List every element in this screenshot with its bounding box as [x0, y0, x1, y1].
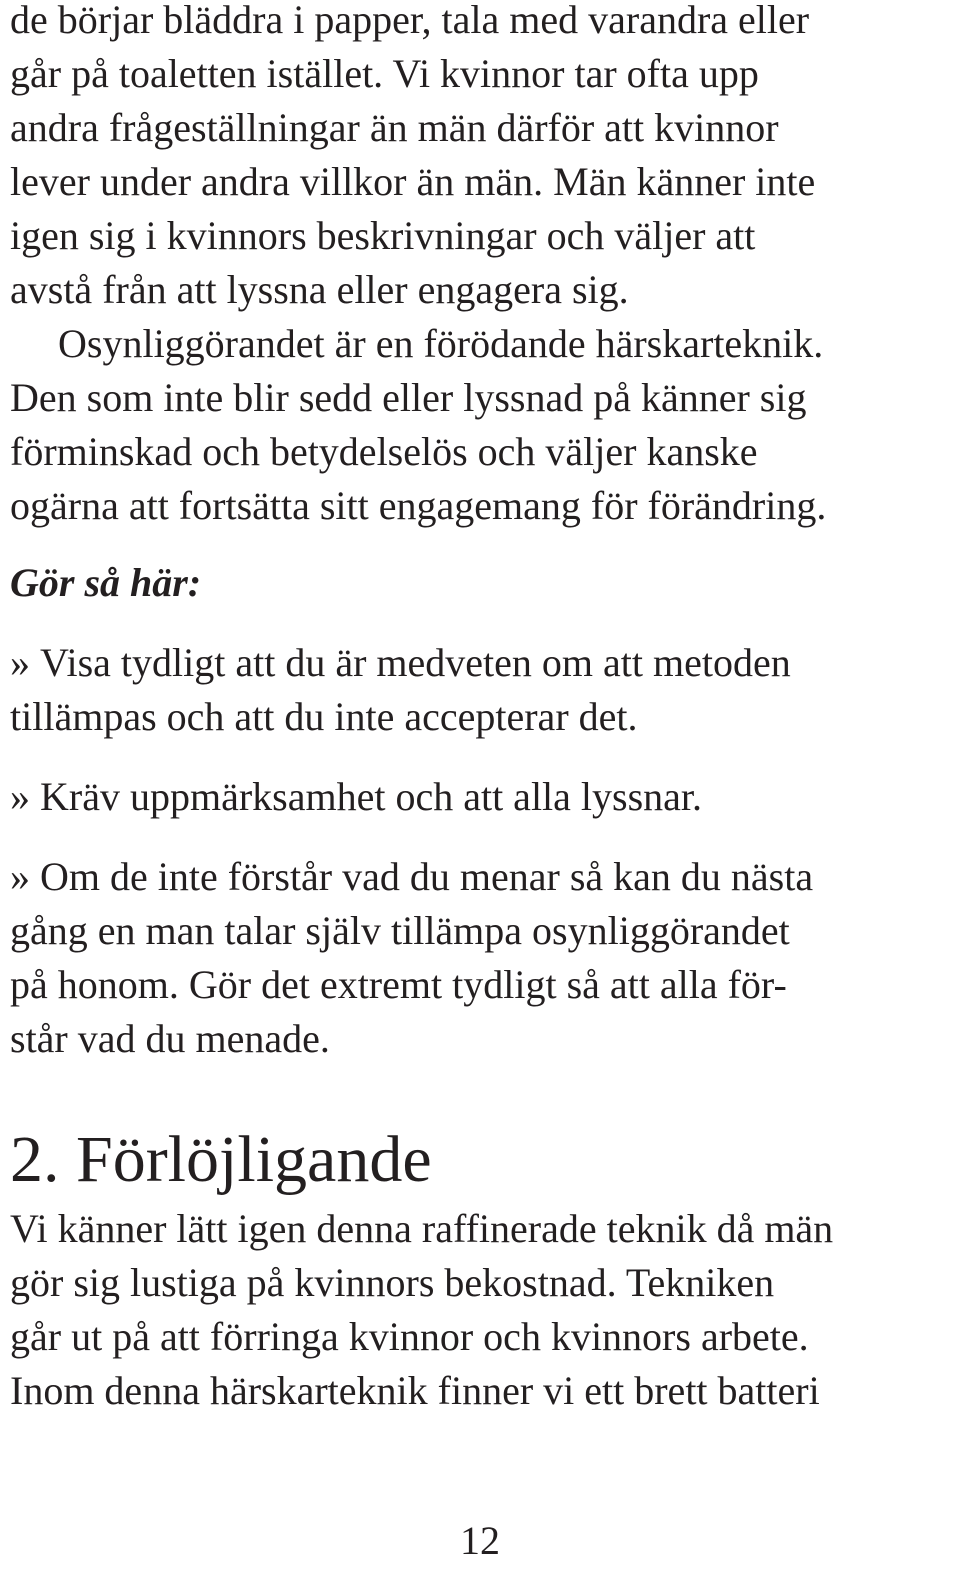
- list-item-text: Om de inte förstår vad du menar så kan du nästa: [40, 854, 814, 899]
- document-page: [10, 0, 955, 1418]
- text-line: går på toaletten istället. Vi kvinnor tar ofta upp: [10, 51, 759, 96]
- text-line: Inom denna härskarteknik finner vi ett brett batteri: [10, 1368, 820, 1413]
- text-line: lever under andra villkor än män. Män känner inte: [10, 159, 816, 204]
- text-line: gång en man talar själv tillämpa osynliggörandet: [10, 908, 790, 953]
- text-line: gör sig lustiga på kvinnors bekostnad. Tekniken: [10, 1260, 775, 1305]
- page-number: 12: [460, 1518, 500, 1563]
- list-item: [10, 636, 955, 744]
- text-line: Vi känner lätt igen denna raffinerade teknik då män: [10, 1206, 834, 1251]
- bullet-marker: »: [10, 854, 30, 899]
- text-line: [10, 636, 955, 690]
- consequence-paragraph: [10, 317, 955, 533]
- bullet-marker: »: [10, 640, 30, 685]
- intro-paragraph: [10, 0, 955, 317]
- list-item: [10, 770, 955, 824]
- text-line: står vad du menade.: [10, 1016, 330, 1061]
- text-line: igen sig i kvinnors beskrivningar och väljer att: [10, 213, 756, 258]
- text-line: Osynliggörandet är en förödande härskarteknik.: [58, 321, 824, 366]
- how-to-list: [10, 636, 955, 1066]
- section-paragraph: [10, 1202, 955, 1418]
- text-line: på honom. Gör det extremt tydligt så att alla för-: [10, 962, 787, 1007]
- list-item: [10, 850, 955, 1066]
- text-line: går ut på att förringa kvinnor och kvinnors arbete.: [10, 1314, 809, 1359]
- list-item-text: Visa tydligt att du är medveten om att metoden: [40, 640, 791, 685]
- text-line: ogärna att fortsätta sitt engagemang för förändring.: [10, 483, 827, 528]
- list-item-text: Kräv uppmärksamhet och att alla lyssnar.: [40, 774, 703, 819]
- text-line: [10, 850, 955, 904]
- text-line: Den som inte blir sedd eller lyssnad på känner sig: [10, 375, 807, 420]
- text-line: de börjar bläddra i papper, tala med varandra eller: [10, 0, 810, 42]
- text-line: [10, 770, 955, 824]
- bullet-marker: »: [10, 774, 30, 819]
- section-title: 2. Förlöjligande: [10, 1123, 432, 1196]
- text-line: förminskad och betydelselös och väljer kanske: [10, 429, 758, 474]
- how-to-heading: Gör så här:: [10, 560, 202, 605]
- text-line: avstå från att lyssna eller engagera sig.: [10, 267, 629, 312]
- text-line: tillämpas och att du inte accepterar det.: [10, 694, 638, 739]
- text-line: andra frågeställningar än män därför att kvinnor: [10, 105, 779, 150]
